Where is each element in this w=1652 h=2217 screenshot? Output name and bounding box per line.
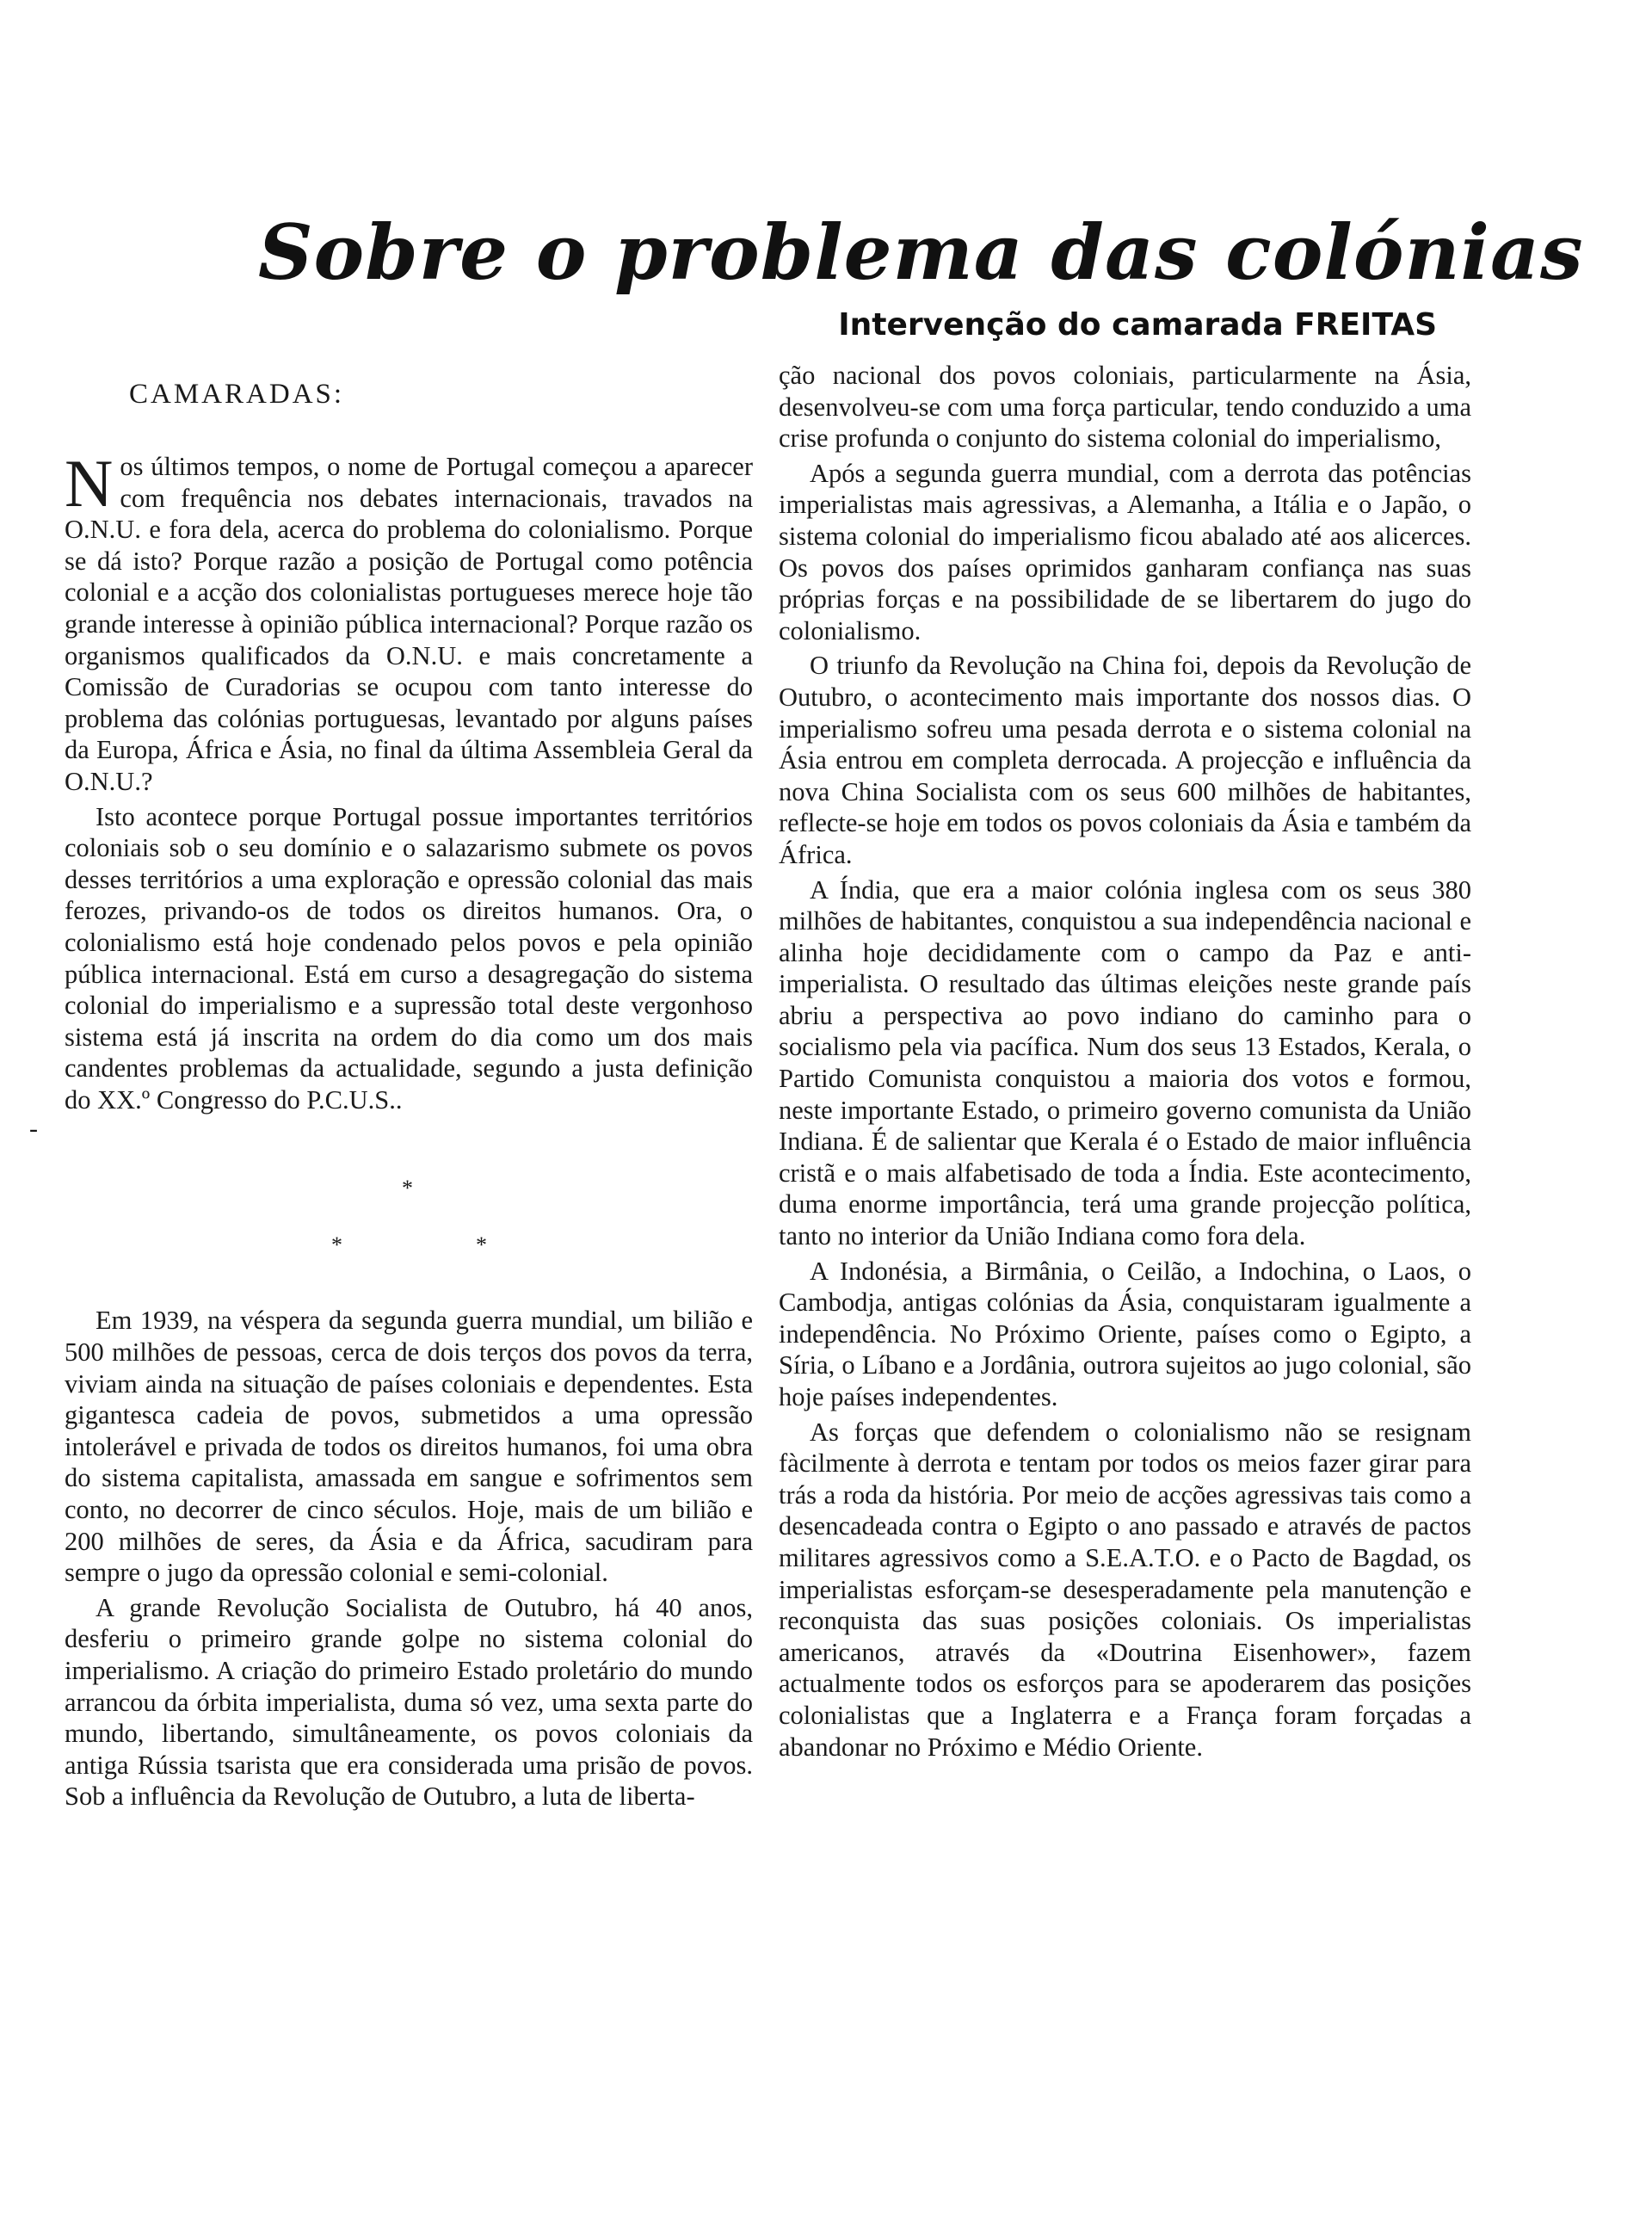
paragraph: As forças que defendem o colonialismo não se resignam fàcilmente à derrota e tentam por todos os meios fazer girar para trás a roda da história. Por meio de acções agressivas tais como a desencadeada contra o Egipto o ano passado e através de pactos militares agressivos como a S.E.A.T.O. e o Pacto de Bagdad, os imperialistas esforçam-se desesperadamente pela manutenção e reconquista das suas posições coloniais. Os imperialistas americanos, através da «Doutrina Eisenhower», fazem actualmente todos os esforços para se apoderarem das posições colonialistas que a Inglaterra e a França foram forçadas a abandonar no Próximo e Médio Oriente. <box>779 1417 1471 1762</box>
left-column <box>65 360 753 1816</box>
paragraph: Após a segunda guerra mundial, com a derrota das potências imperialistas mais agressivas, a Alemanha, a Itália e o Japão, o sistema colonial do imperialismo ficou abalado até aos alicerces. Os povos dos países oprimidos ganharam confiança nas suas próprias forças e na possibilidade de se libertarem do jugo do colonialismo. <box>779 458 1471 645</box>
paragraph: ção nacional dos povos coloniais, particularmente na Ásia, desenvolveu-se com uma força particular, tendo conduzido a uma crise profunda o conjunto do sistema colonial do imperialismo, <box>779 361 1471 454</box>
drop-cap: N <box>65 446 114 521</box>
article-title: Sobre o problema das colónias <box>258 207 1584 297</box>
paragraph: Nos últimos tempos, o nome de Portugal começou a aparecer com frequência nos debates internacionais, travados na O.N.U. e fora dela, acerca do problema do colonialismo. Porque se dá isto? Porque razão a posição de Portugal como potência colonial e a acção dos colonialistas portugueses merece hoje tão grande interesse à opinião pública internacional? Porque razão os organismos qualificados da O.N.U. e mais concretamente a Comissão de Curadorias se ocupou com tanto interesse do problema das colónias portuguesas, levantado por alguns países da Europa, África e Ásia, no final da última Assembleia Geral da O.N.U.? <box>65 446 753 796</box>
section-separator <box>65 1124 753 1305</box>
paragraph: A Índia, que era a maior colónia inglesa com os seus 380 milhões de habitantes, conquistou a sua independência nacional e alinha hoje decididamente com o campo da Paz e anti-imperialista. O resultado das últimas eleições neste grande país abriu a perspectiva ao povo indiano do caminho para o socialismo pela via pacífica. Num dos seus 13 Estados, Kerala, o Partido Comunista conquistou a maioria dos votos e formou, neste importante Estado, o primeiro governo comunista da União Indiana. É de salientar que Kerala é o Estado de maior influência cristã e o mais alfabetisado de toda a Índia. Este acontecimento, duma enorme importância, terá uma grande projecção política, tanto no interior da União Indiana como fora dela. <box>779 874 1471 1251</box>
salutation: CAMARADAS: <box>129 379 345 410</box>
separator-asterisk: * <box>476 1232 487 1258</box>
separator-asterisk: * <box>331 1232 342 1258</box>
paragraph: O triunfo da Revolução na China foi, depois da Revolução de Outubro, o acontecimento mais importante dos nossos dias. O imperialismo sofreu uma pesada derrota e o sistema colonial na Ásia entrou em completa derrocada. A projecção e influência da nova China Socialista com os seus 600 milhões de habitantes, reflecte-se hoje em todos os povos coloniais da Ásia e também da África. <box>779 651 1471 869</box>
paragraph: A Indonésia, a Birmânia, o Ceilão, a Indochina, o Laos, o Cambodja, antigas colónias da Ásia, conquistaram igualmente a independência. No Próximo Oriente, países como o Egipto, a Síria, o Líbano e a Jordânia, outrora sujeitos ao jugo colonial, são hoje países independentes. <box>779 1256 1471 1411</box>
right-column <box>779 360 1471 1766</box>
paragraph: A grande Revolução Socialista de Outubro, há 40 anos, desferiu o primeiro grande golpe no sistema colonial do imperialismo. A criação do primeiro Estado proletário do mundo arrancou da órbita imperialista, duma só vez, uma sexta parte do mundo, libertando, simultâneamente, os povos coloniais da antiga Rússia tsarista que era considerada uma prisão de povos. Sob a influência da Revolução de Outubro, a luta de liberta- <box>65 1592 753 1812</box>
article-byline: Intervenção do camarada FREITAS <box>838 307 1437 343</box>
margin-mark: - <box>29 1115 38 1143</box>
separator-asterisk: * <box>402 1176 413 1201</box>
paragraph: Em 1939, na véspera da segunda guerra mundial, um bilião e 500 milhões de pessoas, cerca de dois terços dos povos da terra, viviam ainda na situação de países coloniais e dependentes. Esta gigantesca cadeia de povos, submetidos a uma opressão intolerável e privada de todos os direitos humanos, foi uma obra do sistema capitalista, amassada em sangue e sofrimentos sem conto, no decorrer de cinco séculos. Hoje, mais de um bilião e 200 milhões de seres, da Ásia e da África, sacudiram para sempre o jugo da opressão colonial e semi-colonial. <box>65 1306 753 1588</box>
paragraph: Isto acontece porque Portugal possue importantes territórios coloniais sob o seu domínio e o salazarismo submete os povos desses territórios a uma exploração e opressão colonial das mais ferozes, privando-os de todos os direitos humanos. Ora, o colonialismo está hoje condenado pelos povos e pela opinião pública internacional. Está em curso a desagregação do sistema colonial do imperialismo e a supressão total deste vergonhoso sistema está já inscrita na ordem do dia como um dos mais candentes problemas da actualidade, segundo a justa definição do XX.º Congresso do P.C.U.S.. <box>65 801 753 1115</box>
